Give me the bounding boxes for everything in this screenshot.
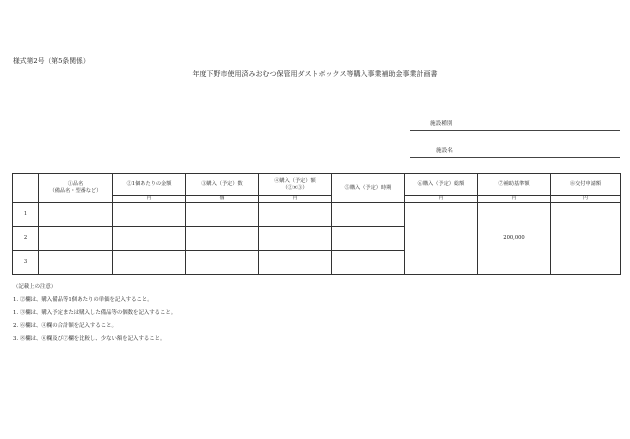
item-name-cell[interactable] (39, 226, 113, 250)
header-item-name-line2: （備品名・型番など） (49, 187, 102, 194)
unit-yen-total: 円 (405, 196, 478, 203)
facility-type-label: 施設種別 (430, 121, 453, 127)
item-name-cell[interactable] (39, 250, 113, 274)
plan-table (12, 173, 621, 275)
row-number: 3 (13, 250, 39, 274)
note-item: 1. ③欄は、購入予定または購入した備品等の個数を記入すること。 (13, 310, 177, 316)
header-total-amount-text: ⑥購入（予定）総額 (417, 181, 465, 188)
purchase-period-cell[interactable] (332, 202, 405, 226)
purchase-period-cell[interactable] (332, 226, 405, 250)
purchase-amount-cell[interactable] (259, 226, 332, 250)
header-subsidy-standard (478, 174, 551, 196)
item-name-cell[interactable] (39, 202, 113, 226)
header-item-name-line1: ①品名 (67, 181, 84, 188)
purchase-amount-cell[interactable] (259, 202, 332, 226)
total-amount-cell[interactable] (405, 202, 478, 274)
table-row (13, 202, 621, 226)
unit-yen-application: 円 (551, 196, 621, 203)
row-number: 2 (13, 226, 39, 250)
header-application-amount-text: ⑧交付申請額 (569, 181, 602, 188)
unit-yen-amount: 円 (259, 196, 332, 203)
header-quantity-text: ③購入（予定）数 (201, 181, 243, 188)
header-application-amount (551, 174, 621, 196)
note-item: 2. ⑥欄は、④欄の合計額を記入すること。 (13, 323, 117, 329)
header-unit-price-text: ②1個あたりの金額 (126, 181, 172, 188)
unit-price-cell[interactable] (113, 202, 186, 226)
header-unit-price (113, 174, 186, 196)
document-title: 年度下野市使用済みおむつ保管用ダストボックス等購入事業補助金事業計画書 (192, 70, 438, 78)
unit-price-cell[interactable] (113, 250, 186, 274)
form-number: 様式第2号（第5条関係） (13, 57, 90, 65)
subsidy-standard-cell: 200,000 (478, 202, 551, 274)
application-amount-cell[interactable] (551, 202, 621, 274)
header-item-name (39, 174, 113, 203)
unit-pieces: 個 (186, 196, 259, 203)
note-item: 1. ②欄は、購入備品等1個あたりの単価を記入すること。 (13, 297, 153, 303)
purchase-period-cell[interactable] (332, 250, 405, 274)
note-item: 3. ⑧欄は、⑥欄及び⑦欄を比較し、少ない額を記入すること。 (13, 336, 166, 342)
header-purchase-period-text: ⑤購入（予定）時期 (344, 184, 392, 191)
facility-type-line (410, 130, 620, 131)
facility-name-label: 施設名 (436, 148, 453, 154)
header-purchase-amount-line2: （②×③） (282, 184, 308, 191)
notes-heading: （記載上の注意） (13, 284, 57, 290)
header-row (13, 174, 621, 196)
quantity-cell[interactable] (186, 202, 259, 226)
quantity-cell[interactable] (186, 226, 259, 250)
row-number-header (13, 174, 39, 203)
header-quantity (186, 174, 259, 196)
row-number: 1 (13, 202, 39, 226)
unit-yen-price: 円 (113, 196, 186, 203)
header-purchase-amount-line1: ④購入（予定）額 (274, 178, 316, 184)
header-purchase-period (332, 174, 405, 203)
header-total-amount (405, 174, 478, 196)
unit-price-cell[interactable] (113, 226, 186, 250)
purchase-amount-cell[interactable] (259, 250, 332, 274)
quantity-cell[interactable] (186, 250, 259, 274)
facility-name-line (410, 157, 620, 158)
unit-yen-standard: 円 (478, 196, 551, 203)
header-subsidy-standard-text: ⑦補助基準額 (498, 181, 530, 188)
header-purchase-amount (259, 174, 332, 196)
